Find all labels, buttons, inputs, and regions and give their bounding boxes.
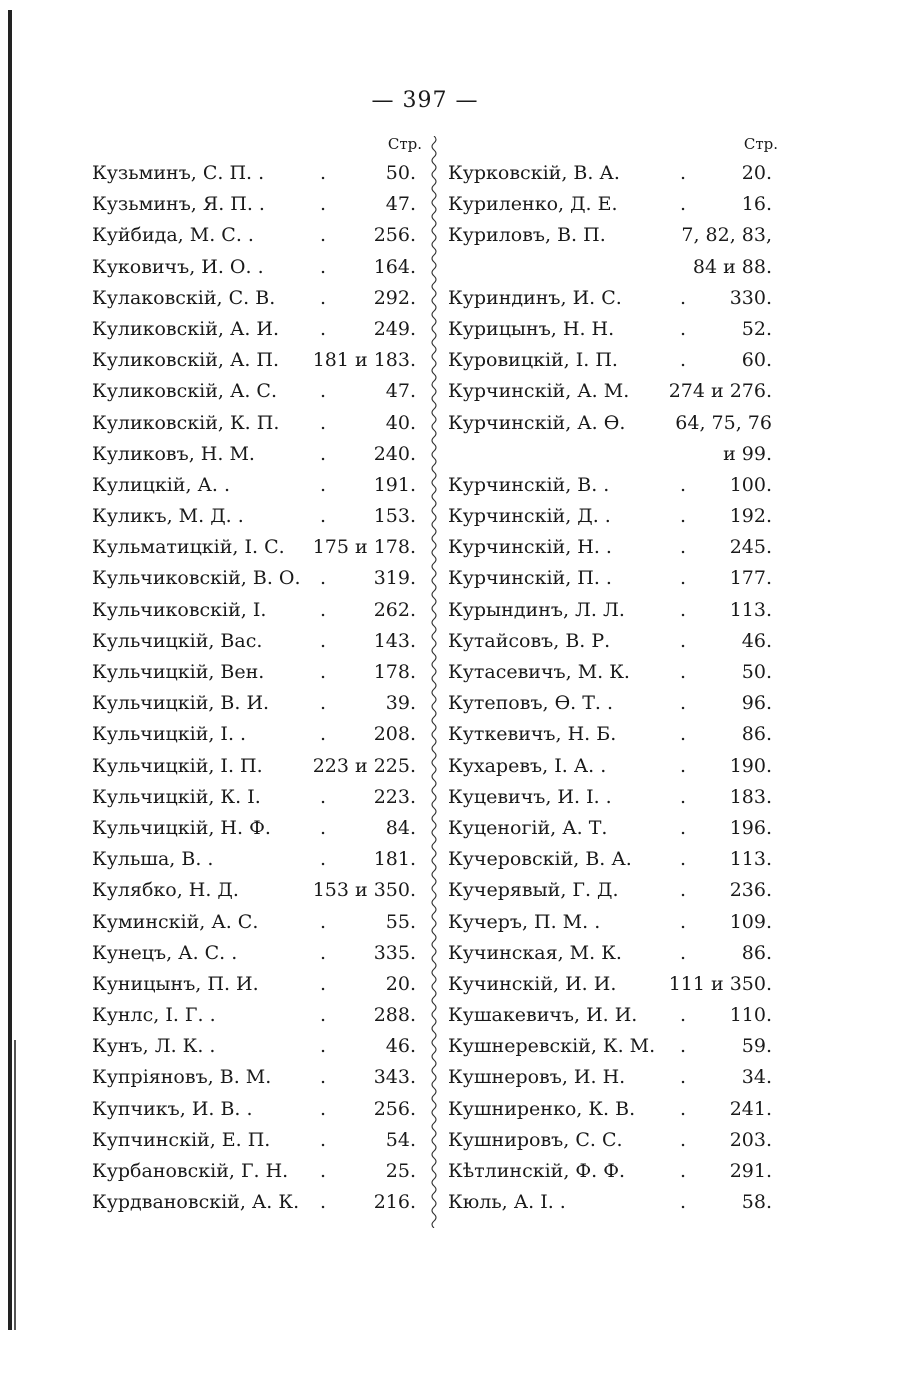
index-entry [448,657,778,688]
entry-name: Кушнеревскій, К. М. [448,1035,656,1058]
index-entry [448,1156,778,1187]
index-entry [448,376,778,407]
entry-leader-dot: . [680,349,687,372]
entry-name: Кюль, А. І. . [448,1191,566,1214]
index-entry [448,875,778,906]
index-entry [92,252,422,283]
index-entry [92,657,422,688]
entry-pages: 262. [373,598,416,621]
entry-pages: 335. [373,941,416,964]
column-divider [428,136,440,1228]
entry-leader-dot: . [320,598,327,621]
entry-leader-dot: . [320,910,327,933]
entry-name: Купчинскій, Е. П. [92,1128,271,1151]
index-entry [448,1125,778,1156]
entry-leader-dot: . [320,1004,327,1027]
entry-pages: 111 и 350. [668,972,772,995]
entry-name: Куницынъ, П. И. [92,972,259,995]
entry-name: Куликовскій, А. П. [92,349,280,372]
index-entry [92,938,422,969]
index-entry [92,844,422,875]
entry-leader-dot: . [680,1160,687,1182]
entry-leader-dot: . [320,193,327,216]
entry-pages: 181 и 183. [312,349,416,372]
entry-leader-dot: . [320,162,327,184]
index-entry [92,563,422,594]
page-number: — 397 — [371,88,479,113]
index-entry [92,875,422,906]
entry-name: Кулицкій, А. . [92,473,231,496]
entry-name: Кушнировъ, С. С. [448,1128,623,1151]
index-entry [448,688,778,719]
wavy-divider-line [432,136,436,1228]
entry-leader-dot: . [320,629,327,652]
entry-name: Кухаревъ, І. А. . [448,754,607,777]
entry-leader-dot: . [320,692,327,715]
entry-pages: 319. [373,567,416,590]
entry-pages: 58. [741,1191,772,1214]
entry-pages: 110. [729,1004,772,1027]
entry-pages: 34. [741,1066,772,1089]
entry-pages: и 99. [723,442,772,465]
entry-pages: 274 и 276. [668,380,772,403]
entry-pages: 183. [729,785,772,808]
entry-pages: 196. [729,816,772,839]
entry-leader-dot: . [320,1191,327,1214]
index-entry [448,626,778,657]
entry-name: Кутайсовъ, В. Р. [448,629,611,652]
entry-name: Кучерявый, Г. Д. [448,879,619,902]
entry-pages: 203. [729,1128,772,1151]
entry-pages: 16. [741,193,772,216]
index-entry [92,1062,422,1093]
index-entry [448,439,778,470]
entry-pages: 192. [729,505,772,528]
entry-name: Куриловъ, В. П. [448,224,606,247]
entry-leader-dot: . [680,473,687,496]
entry-leader-dot: . [680,661,687,683]
index-entry [448,345,778,376]
entry-pages: 245. [729,536,772,559]
entry-name: Курчинскій, А. Ѳ. [448,411,626,434]
entry-pages: 47. [385,380,416,403]
entry-name: Курчинскій, Н. . [448,536,612,559]
entry-name: Курковскій, В. А. [448,162,620,184]
entry-pages: 20. [741,162,772,184]
entry-leader-dot: . [680,848,687,871]
index-entry [92,532,422,563]
entry-name: Кульчицкій, І. . [92,723,247,746]
index-entry [92,501,422,532]
entry-name: Куликовскій, К. П. [92,411,280,434]
entry-name: Куйбида, М. С. . [92,224,254,247]
entry-leader-dot: . [680,505,687,528]
index-entry [92,688,422,719]
entry-name: Кучеръ, П. М. . [448,910,601,933]
entry-name: Куцевичъ, И. І. . [448,785,612,808]
entry-pages: 84 и 88. [692,255,772,278]
entry-leader-dot: . [320,224,327,247]
entry-leader-dot: . [680,692,687,715]
entry-name: Кутеповъ, Ѳ. Т. . [448,692,614,715]
entry-leader-dot: . [680,879,687,902]
entry-leader-dot: . [320,816,327,839]
index-entry [92,314,422,345]
entry-leader-dot: . [320,286,327,309]
entry-name: Кунлс, І. Г. . [92,1004,216,1027]
entry-name: Кунъ, Л. К. . [92,1035,216,1058]
index-entry [92,220,422,251]
entry-name: Курчинскій, В. . [448,473,610,496]
right-column-header: Стр. [743,135,778,153]
entry-name: Кутасевичъ, М. К. [448,661,630,683]
entry-pages: 60. [741,349,772,372]
entry-name: Курбановскій, Г. Н. [92,1160,289,1182]
entry-leader-dot: . [680,723,687,746]
entry-name: Курчинскій, Д. . [448,505,611,528]
entry-leader-dot: . [680,317,687,340]
index-entry [448,782,778,813]
entry-name: Куценогій, А. Т. [448,816,608,839]
index-entry [92,283,422,314]
entry-pages: 54. [385,1128,416,1151]
scan-edge-mark [8,10,12,1330]
index-entry [448,532,778,563]
index-entry [92,470,422,501]
entry-pages: 178. [373,661,416,683]
index-entry [448,751,778,782]
index-entry [448,220,778,251]
entry-pages: 177. [729,567,772,590]
entry-pages: 223 и 225. [312,754,416,777]
entry-name: Купчикъ, И. В. . [92,1097,253,1120]
entry-leader-dot: . [680,598,687,621]
left-entries-list [92,158,422,1218]
entry-name: Кульматицкій, І. С. [92,536,285,559]
entry-leader-dot: . [320,723,327,746]
entry-pages: 50. [741,661,772,683]
entry-pages: 208. [373,723,416,746]
index-entry [92,376,422,407]
entry-name: Курындинъ, Л. Л. [448,598,625,621]
index-entry [448,719,778,750]
index-entry [92,408,422,439]
index-entry [92,751,422,782]
index-entry [92,626,422,657]
index-entry [448,189,778,220]
index-entry [448,1187,778,1218]
index-entry [448,283,778,314]
entry-pages: 59. [741,1035,772,1058]
entry-name: Кушниренко, К. В. [448,1097,636,1120]
entry-pages: 109. [729,910,772,933]
index-entry [448,595,778,626]
index-entry [448,813,778,844]
entry-leader-dot: . [680,754,687,777]
entry-name: Куриндинъ, И. С. [448,286,622,309]
entry-leader-dot: . [680,1035,687,1058]
entry-name: Куткевичъ, Н. Б. [448,723,617,746]
entry-pages: 292. [373,286,416,309]
entry-leader-dot: . [320,1160,327,1182]
entry-leader-dot: . [680,286,687,309]
entry-name: Кушнеровъ, И. Н. [448,1066,626,1089]
entry-pages: 241. [729,1097,772,1120]
entry-name: Кучеровскій, В. А. [448,848,632,871]
entry-name: Кульчицкій, К. І. [92,785,261,808]
entry-pages: 153. [373,505,416,528]
entry-leader-dot: . [320,1097,327,1120]
entry-pages: 256. [373,1097,416,1120]
entry-name: Куминскій, А. С. [92,910,259,933]
entry-name: Кушакевичъ, И. И. [448,1004,638,1027]
index-entry [92,158,422,189]
entry-leader-dot: . [320,848,327,871]
entry-pages: 39. [385,692,416,715]
index-entry [92,1000,422,1031]
right-column [448,130,778,1218]
entry-name: Кульчиковскій, І. [92,598,267,621]
entry-pages: 96. [741,692,772,715]
entry-name: Куликовскій, А. С. [92,380,278,403]
entry-name: Куровицкій, І. П. [448,349,618,372]
entry-pages: 20. [385,972,416,995]
entry-pages: 175 и 178. [312,536,416,559]
entry-pages: 46. [385,1035,416,1058]
entry-pages: 84. [385,816,416,839]
entry-pages: 256. [373,224,416,247]
entry-pages: 216. [373,1191,416,1214]
entry-name: Кулаковскій, С. В. [92,286,276,309]
entry-leader-dot: . [320,411,327,434]
entry-pages: 50. [385,162,416,184]
entry-name: Кульчицкій, І. П. [92,754,263,777]
entry-pages: 164. [373,255,416,278]
entry-leader-dot: . [680,1191,687,1214]
index-entry [92,1031,422,1062]
entry-pages: 190. [729,754,772,777]
entry-leader-dot: . [680,629,687,652]
entry-leader-dot: . [680,816,687,839]
entry-leader-dot: . [320,661,327,683]
index-entry [92,439,422,470]
entry-name: Кульчицкій, Н. Ф. [92,816,271,839]
entry-name: Кучинская, М. К. [448,941,622,964]
entry-leader-dot: . [680,1097,687,1120]
scan-edge-mark-lower [14,1040,16,1330]
entry-name: Кульша, В. . [92,848,214,871]
entry-pages: 191. [373,473,416,496]
entry-name: Кучинскій, И. И. [448,972,617,995]
index-entry [448,158,778,189]
entry-leader-dot: . [320,473,327,496]
entry-pages: 7, 82, 83, [681,224,772,247]
index-entry [448,1094,778,1125]
left-column [92,130,422,1218]
index-entry [92,813,422,844]
index-entry [92,1125,422,1156]
right-entries-list [448,158,778,1218]
entry-leader-dot: . [680,1128,687,1151]
entry-name: Кузьминъ, С. П. . [92,162,265,184]
entry-pages: 240. [373,442,416,465]
entry-name: Кунецъ, А. С. . [92,941,238,964]
entry-leader-dot: . [680,193,687,216]
index-entry [448,314,778,345]
entry-name: Кульчицкій, В. И. [92,692,270,715]
entry-pages: 236. [729,879,772,902]
index-entry [92,345,422,376]
index-entry [92,719,422,750]
entry-name: Кузьминъ, Я. П. . [92,193,265,216]
index-entry [448,1031,778,1062]
entry-name: Куриленко, Д. Е. [448,193,618,216]
entry-name: Кѣтлинскій, Ф. Ф. [448,1160,626,1182]
entry-pages: 113. [729,598,772,621]
entry-leader-dot: . [320,785,327,808]
index-entry [448,1000,778,1031]
entry-pages: 288. [373,1004,416,1027]
entry-pages: 153 и 350. [312,879,416,902]
entry-leader-dot: . [320,505,327,528]
index-entry [448,470,778,501]
entry-leader-dot: . [320,255,327,278]
index-entry [448,563,778,594]
entry-name: Купріяновъ, В. М. [92,1066,272,1089]
index-entry [448,938,778,969]
entry-name: Куликовъ, Н. М. [92,442,255,465]
entry-leader-dot: . [680,1066,687,1089]
entry-pages: 40. [385,411,416,434]
index-entry [448,501,778,532]
index-entry [448,252,778,283]
index-entry [92,1187,422,1218]
entry-leader-dot: . [680,567,687,590]
entry-leader-dot: . [680,785,687,808]
entry-pages: 143. [373,629,416,652]
entry-name: Кульчиковскій, В. О. [92,567,301,590]
entry-pages: 25. [385,1160,416,1182]
index-entry [92,907,422,938]
index-entry [92,595,422,626]
entry-pages: 181. [373,848,416,871]
entry-pages: 55. [385,910,416,933]
entry-leader-dot: . [320,1066,327,1089]
entry-pages: 113. [729,848,772,871]
entry-name: Куковичъ, И. О. . [92,255,264,278]
entry-pages: 47. [385,193,416,216]
entry-pages: 343. [373,1066,416,1089]
entry-name: Курицынъ, Н. Н. [448,317,615,340]
entry-pages: 64, 75, 76 [675,411,772,434]
entry-name: Куликъ, М. Д. . [92,505,244,528]
entry-name: Кульчицкій, Вас. [92,629,263,652]
entry-leader-dot: . [320,317,327,340]
entry-pages: 223. [373,785,416,808]
entry-name: Куликовскій, А. И. [92,317,280,340]
index-entry [92,969,422,1000]
entry-leader-dot: . [320,442,327,465]
index-entry [92,782,422,813]
entry-pages: 52. [741,317,772,340]
entry-leader-dot: . [680,910,687,933]
entry-leader-dot: . [320,1035,327,1058]
entry-pages: 330. [729,286,772,309]
entry-leader-dot: . [680,941,687,964]
index-entry [92,1156,422,1187]
entry-pages: 86. [741,723,772,746]
entry-pages: 86. [741,941,772,964]
index-entry [92,189,422,220]
left-column-header: Стр. [387,135,422,153]
entry-pages: 249. [373,317,416,340]
index-entry [448,907,778,938]
entry-leader-dot: . [320,1128,327,1151]
index-entry [448,1062,778,1093]
index-entry [448,844,778,875]
entry-leader-dot: . [320,941,327,964]
index-entry [448,969,778,1000]
entry-pages: 46. [741,629,772,652]
entry-leader-dot: . [320,567,327,590]
entry-name: Курчинскій, П. . [448,567,612,590]
entry-leader-dot: . [320,972,327,995]
entry-name: Курчинскій, А. М. [448,380,630,403]
entry-leader-dot: . [680,1004,687,1027]
entry-name: Кульчицкій, Вен. [92,661,265,683]
index-entry [448,408,778,439]
entry-leader-dot: . [320,380,327,403]
entry-name: Курдвановскій, А. К. [92,1191,300,1214]
entry-pages: 291. [729,1160,772,1182]
entry-pages: 100. [729,473,772,496]
entry-leader-dot: . [680,536,687,559]
entry-leader-dot: . [680,162,687,184]
index-entry [92,1094,422,1125]
entry-name: Кулябко, Н. Д. [92,879,239,902]
